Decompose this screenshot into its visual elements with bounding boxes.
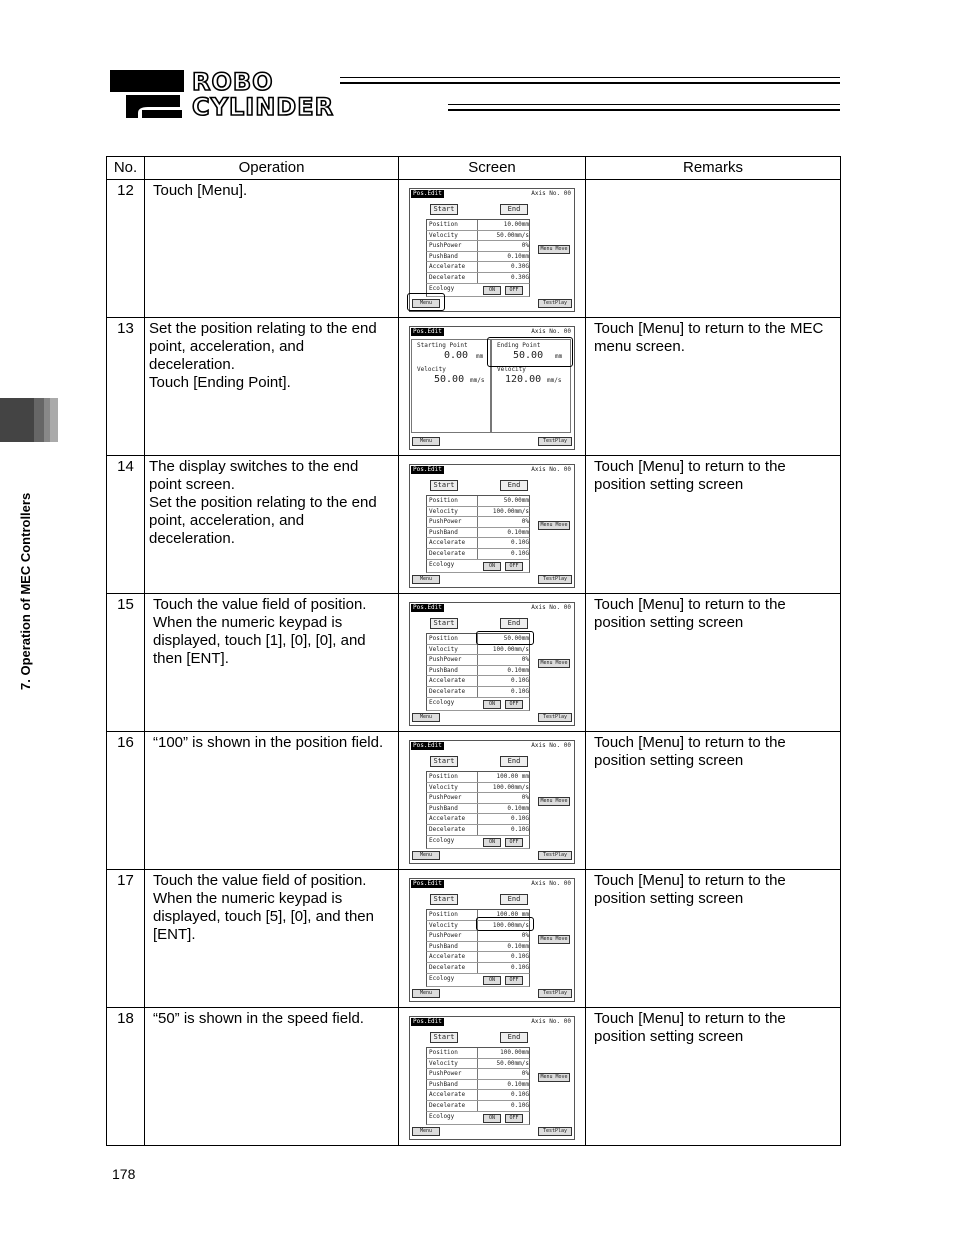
step-remarks: Touch [Menu] to return to the position setting screen xyxy=(586,732,841,870)
grid-row xyxy=(426,974,530,987)
starting-point-value: 0.00 xyxy=(444,350,469,361)
grid-row xyxy=(426,220,530,231)
grid-row xyxy=(426,1090,530,1101)
row-value: 0.10mm xyxy=(507,528,529,536)
row-value: 100.00mm/s xyxy=(492,921,529,929)
row-value: 0% xyxy=(521,518,529,526)
start-button: Start xyxy=(430,894,458,905)
menu-move-button: Menu Move xyxy=(538,797,570,806)
row-value: 100.00mm/s xyxy=(492,507,529,515)
testplay-button: TestPlay xyxy=(538,437,572,446)
grid-row xyxy=(426,1069,530,1080)
grid-row xyxy=(426,676,530,687)
grid-row xyxy=(426,538,530,549)
ending-point-unit: mm xyxy=(555,353,563,360)
row-label: Accelerate xyxy=(429,263,466,271)
robo-cylinder-logo xyxy=(108,68,848,120)
end-button: End xyxy=(500,480,528,491)
operation-line: [ENT]. xyxy=(153,926,196,943)
grid-row xyxy=(426,1101,530,1112)
screen-thumbnail xyxy=(409,740,575,864)
off-button: OFF xyxy=(505,1114,523,1123)
row-value: 100.00 mm xyxy=(496,911,529,918)
operation-line: “50” is shown in the speed field. xyxy=(153,1010,364,1027)
row-label: Decelerate xyxy=(429,687,466,695)
ending-point-label: Ending Point xyxy=(497,342,541,349)
row-label: Position xyxy=(429,635,458,642)
off-button: OFF xyxy=(505,286,523,295)
row-label: PushBand xyxy=(429,528,458,536)
header-rule xyxy=(340,77,840,78)
row-label: PushBand xyxy=(429,1080,458,1088)
step-screen xyxy=(399,594,586,732)
operation-line: When the numeric keypad is xyxy=(153,614,343,631)
row-value: 0.10G xyxy=(510,963,529,971)
axis-number: Axis No. 00 xyxy=(531,190,571,197)
operation-line: When the numeric keypad is xyxy=(153,890,343,907)
grid-row xyxy=(426,231,530,242)
row-label: Ecology xyxy=(429,560,455,568)
axis-number: Axis No. 00 xyxy=(531,742,571,749)
row-value: 0.30G xyxy=(510,263,529,271)
rc-logo-mark xyxy=(108,68,186,120)
end-button: End xyxy=(500,1032,528,1043)
logo-text-cylinder: CYLINDER xyxy=(192,93,335,121)
operation-line: displayed, touch [1], [0], [0], and xyxy=(153,632,366,649)
chapter-label: 7. Operation of MEC Controllers xyxy=(18,492,33,690)
testplay-button: TestPlay xyxy=(538,989,572,998)
row-value: 0% xyxy=(521,932,529,940)
end-button: End xyxy=(500,204,528,215)
grid-row xyxy=(426,793,530,804)
row-label: Position xyxy=(429,221,458,228)
row-value: 50.00mm/s xyxy=(496,1059,529,1067)
screen-thumbnail xyxy=(409,326,575,450)
row-value: 0.10G xyxy=(510,687,529,695)
start-button: Start xyxy=(430,1032,458,1043)
row-label: PushPower xyxy=(429,932,462,940)
operation-line: then [ENT]. xyxy=(153,650,229,667)
testplay-button: TestPlay xyxy=(538,713,572,722)
logo-text-robo: ROBO xyxy=(192,68,274,96)
start-button: Start xyxy=(430,480,458,491)
grid-row xyxy=(426,1048,530,1059)
operation-line: point screen. xyxy=(149,476,235,493)
grid-row xyxy=(426,783,530,794)
operation-line: point, acceleration, and xyxy=(149,512,305,529)
step-operation xyxy=(145,318,399,456)
step-remarks: Touch [Menu] to return to the position setting screen xyxy=(586,594,841,732)
row-value: 0.10G xyxy=(510,953,529,961)
operation-line: Touch the value field of position. xyxy=(153,596,367,613)
menu-move-button: Menu Move xyxy=(538,521,570,530)
row-label: Velocity xyxy=(429,231,458,239)
row-label: PushPower xyxy=(429,656,462,664)
step-number: 15 xyxy=(107,594,145,732)
menu-button: Menu xyxy=(412,575,440,584)
row-value: 0.10G xyxy=(510,815,529,823)
row-value: 100.00 mm xyxy=(496,773,529,780)
screen-title: Pos.Edit xyxy=(413,742,442,749)
grid-row xyxy=(426,655,530,666)
velocity-value: 120.00 xyxy=(505,374,542,385)
end-button: End xyxy=(500,756,528,767)
velocity-label: Velocity xyxy=(497,366,526,373)
chapter-tab-marker xyxy=(0,398,58,442)
header-remarks: Remarks xyxy=(586,157,841,180)
touch-highlight xyxy=(487,337,573,367)
grid-row xyxy=(426,931,530,942)
operation-line: Touch the value field of position. xyxy=(153,872,367,889)
operation-line: Touch [Menu]. xyxy=(153,182,248,199)
step-number: 18 xyxy=(107,1008,145,1146)
step-remarks: Touch [Menu] to return to the position setting screen xyxy=(586,456,841,594)
row-label: Decelerate xyxy=(429,963,466,971)
screen-title: Pos.Edit xyxy=(413,190,442,197)
row-label: Velocity xyxy=(429,1059,458,1067)
axis-number: Axis No. 00 xyxy=(531,466,571,473)
row-value: 0.10mm xyxy=(507,1080,529,1088)
settings-grid xyxy=(426,771,530,849)
screen-thumbnail xyxy=(409,188,575,312)
screen-title: Pos.Edit xyxy=(413,1018,442,1025)
operation-line: Set the position relating to the end xyxy=(149,320,377,337)
menu-move-button: Menu Move xyxy=(538,1073,570,1082)
off-button: OFF xyxy=(505,562,523,571)
row-value: 100.00mm xyxy=(500,1049,529,1056)
menu-move-button: Menu Move xyxy=(538,935,570,944)
grid-row xyxy=(426,262,530,273)
on-button: ON xyxy=(483,700,501,709)
screen-thumbnail xyxy=(409,602,575,726)
header-rule xyxy=(340,82,840,84)
touch-highlight xyxy=(407,293,445,311)
end-button: End xyxy=(500,618,528,629)
row-value: 100.00mm/s xyxy=(492,645,529,653)
grid-row xyxy=(426,804,530,815)
velocity-value: 50.00 xyxy=(434,374,465,385)
grid-row xyxy=(426,1059,530,1070)
step-remarks: Touch [Menu] to return to the position setting screen xyxy=(586,870,841,1008)
row-label: Position xyxy=(429,1049,458,1056)
step-number: 16 xyxy=(107,732,145,870)
row-label: Accelerate xyxy=(429,815,466,823)
axis-number: Axis No. 00 xyxy=(531,604,571,611)
grid-row xyxy=(426,507,530,518)
row-label: Velocity xyxy=(429,507,458,515)
row-value: 0.10G xyxy=(510,549,529,557)
table-row xyxy=(107,456,841,594)
on-button: ON xyxy=(483,562,501,571)
menu-button: Menu xyxy=(412,437,440,446)
table-row xyxy=(107,732,841,870)
step-operation xyxy=(145,870,399,1008)
row-value: 0.30G xyxy=(510,273,529,281)
operation-line: Touch [Ending Point]. xyxy=(149,374,291,391)
touch-highlight xyxy=(476,631,534,645)
screen-thumbnail xyxy=(409,1016,575,1140)
step-screen xyxy=(399,870,586,1008)
table-header-row xyxy=(107,157,841,180)
row-value: 0.10mm xyxy=(507,252,529,260)
touch-highlight xyxy=(476,917,534,931)
off-button: OFF xyxy=(505,838,523,847)
row-value: 0.10G xyxy=(510,825,529,833)
row-label: PushBand xyxy=(429,252,458,260)
operation-line: deceleration. xyxy=(149,356,235,373)
testplay-button: TestPlay xyxy=(538,299,572,308)
row-value: 0.10mm xyxy=(507,804,529,812)
step-screen xyxy=(399,456,586,594)
row-label: Ecology xyxy=(429,974,455,982)
row-label: Ecology xyxy=(429,836,455,844)
row-label: Accelerate xyxy=(429,1091,466,1099)
menu-button: Menu xyxy=(412,299,440,308)
step-number: 12 xyxy=(107,180,145,318)
ending-point-value: 50.00 xyxy=(513,350,544,361)
grid-row xyxy=(426,836,530,849)
operation-line: Set the position relating to the end xyxy=(149,494,377,511)
settings-grid xyxy=(426,219,530,297)
row-label: PushPower xyxy=(429,794,462,802)
row-label: PushPower xyxy=(429,518,462,526)
table-row xyxy=(107,180,841,318)
axis-number: Axis No. 00 xyxy=(531,880,571,887)
row-value: 0.10G xyxy=(510,677,529,685)
page-number: 178 xyxy=(112,1166,136,1182)
grid-row xyxy=(426,645,530,656)
testplay-button: TestPlay xyxy=(538,851,572,860)
screen-thumbnail xyxy=(409,464,575,588)
header-rule xyxy=(448,109,840,111)
step-operation xyxy=(145,456,399,594)
step-screen xyxy=(399,180,586,318)
row-label: PushBand xyxy=(429,804,458,812)
row-label: Decelerate xyxy=(429,1101,466,1109)
grid-row xyxy=(426,496,530,507)
header-rule xyxy=(448,104,840,105)
row-value: 0% xyxy=(521,794,529,802)
grid-row xyxy=(426,942,530,953)
row-value: 0.10G xyxy=(510,1101,529,1109)
row-label: Velocity xyxy=(429,645,458,653)
grid-row xyxy=(426,549,530,560)
row-value: 50.00mm xyxy=(503,635,529,642)
table-row xyxy=(107,318,841,456)
row-label: Ecology xyxy=(429,1112,455,1120)
on-button: ON xyxy=(483,976,501,985)
grid-row xyxy=(426,963,530,974)
menu-move-button: Menu Move xyxy=(538,659,570,668)
grid-row xyxy=(426,666,530,677)
operation-line: point, acceleration, and xyxy=(149,338,305,355)
grid-row xyxy=(426,252,530,263)
row-label: Velocity xyxy=(429,921,458,929)
row-value: 50.00mm xyxy=(503,497,529,504)
row-label: Accelerate xyxy=(429,953,466,961)
table-row xyxy=(107,594,841,732)
screen-thumbnail xyxy=(409,878,575,1002)
settings-grid xyxy=(426,1047,530,1125)
grid-row xyxy=(426,528,530,539)
grid-row xyxy=(426,517,530,528)
row-label: Ecology xyxy=(429,698,455,706)
grid-row xyxy=(426,687,530,698)
menu-button: Menu xyxy=(412,713,440,722)
grid-row xyxy=(426,825,530,836)
grid-row xyxy=(426,560,530,573)
row-value: 0.10G xyxy=(510,539,529,547)
row-value: 0% xyxy=(521,242,529,250)
row-label: PushPower xyxy=(429,1070,462,1078)
row-value: 0% xyxy=(521,656,529,664)
header-no: No. xyxy=(107,157,145,180)
off-button: OFF xyxy=(505,976,523,985)
table-row xyxy=(107,1008,841,1146)
row-label: PushPower xyxy=(429,242,462,250)
row-label: Position xyxy=(429,773,458,780)
step-screen xyxy=(399,318,586,456)
operation-line: The display switches to the end xyxy=(149,458,359,475)
menu-move-button: Menu Move xyxy=(538,245,570,254)
operation-line: “100” is shown in the position field. xyxy=(153,734,384,751)
velocity-unit: mm/s xyxy=(470,377,485,384)
row-value: 10.00mm xyxy=(503,221,529,228)
row-label: Position xyxy=(429,911,458,918)
grid-row xyxy=(426,814,530,825)
step-remarks: Touch [Menu] to return to the position setting screen xyxy=(586,1008,841,1146)
screen-title: Pos.Edit xyxy=(413,466,442,473)
grid-row xyxy=(426,241,530,252)
row-label: PushBand xyxy=(429,942,458,950)
row-value: 50.00mm/s xyxy=(496,231,529,239)
header-screen: Screen xyxy=(399,157,586,180)
on-button: ON xyxy=(483,286,501,295)
step-number: 17 xyxy=(107,870,145,1008)
step-remarks xyxy=(586,180,841,318)
header-operation: Operation xyxy=(145,157,399,180)
step-operation xyxy=(145,1008,399,1146)
row-label: PushBand xyxy=(429,666,458,674)
row-label: Velocity xyxy=(429,783,458,791)
step-number: 13 xyxy=(107,318,145,456)
grid-row xyxy=(426,698,530,711)
on-button: ON xyxy=(483,838,501,847)
menu-button: Menu xyxy=(412,851,440,860)
screen-title: Pos.Edit xyxy=(413,328,442,335)
menu-button: Menu xyxy=(412,989,440,998)
row-value: 0.10mm xyxy=(507,942,529,950)
testplay-button: TestPlay xyxy=(538,1127,572,1136)
grid-row xyxy=(426,1112,530,1125)
operation-line: displayed, touch [5], [0], and then xyxy=(153,908,374,925)
starting-point-label: Starting Point xyxy=(417,342,468,349)
end-button: End xyxy=(500,894,528,905)
velocity-label: Velocity xyxy=(417,366,446,373)
row-label: Accelerate xyxy=(429,539,466,547)
screen-title: Pos.Edit xyxy=(413,880,442,887)
row-label: Accelerate xyxy=(429,677,466,685)
step-operation xyxy=(145,180,399,318)
grid-row xyxy=(426,772,530,783)
step-operation xyxy=(145,732,399,870)
menu-button: Menu xyxy=(412,1127,440,1136)
row-label: Decelerate xyxy=(429,549,466,557)
row-label: Ecology xyxy=(429,284,455,292)
row-label: Decelerate xyxy=(429,273,466,281)
step-number: 14 xyxy=(107,456,145,594)
row-value: 0.10mm xyxy=(507,666,529,674)
step-remarks: Touch [Menu] to return to the MEC menu screen. xyxy=(586,318,841,456)
step-screen xyxy=(399,732,586,870)
grid-row xyxy=(426,952,530,963)
operation-line: deceleration. xyxy=(149,530,235,547)
start-button: Start xyxy=(430,618,458,629)
row-value: 100.00mm/s xyxy=(492,783,529,791)
on-button: ON xyxy=(483,1114,501,1123)
off-button: OFF xyxy=(505,700,523,709)
operations-table xyxy=(106,156,841,1146)
grid-row xyxy=(426,273,530,284)
axis-number: Axis No. 00 xyxy=(531,328,571,335)
starting-point-pane xyxy=(411,339,492,433)
row-label: Position xyxy=(429,497,458,504)
axis-number: Axis No. 00 xyxy=(531,1018,571,1025)
row-value: 0% xyxy=(521,1070,529,1078)
start-button: Start xyxy=(430,204,458,215)
step-operation xyxy=(145,594,399,732)
starting-point-unit: mm xyxy=(476,353,484,360)
grid-row xyxy=(426,1080,530,1091)
screen-title: Pos.Edit xyxy=(413,604,442,611)
row-label: Decelerate xyxy=(429,825,466,833)
row-value: 0.10G xyxy=(510,1091,529,1099)
table-row xyxy=(107,870,841,1008)
settings-grid xyxy=(426,495,530,573)
testplay-button: TestPlay xyxy=(538,575,572,584)
step-screen xyxy=(399,1008,586,1146)
start-button: Start xyxy=(430,756,458,767)
velocity-unit: mm/s xyxy=(547,377,562,384)
